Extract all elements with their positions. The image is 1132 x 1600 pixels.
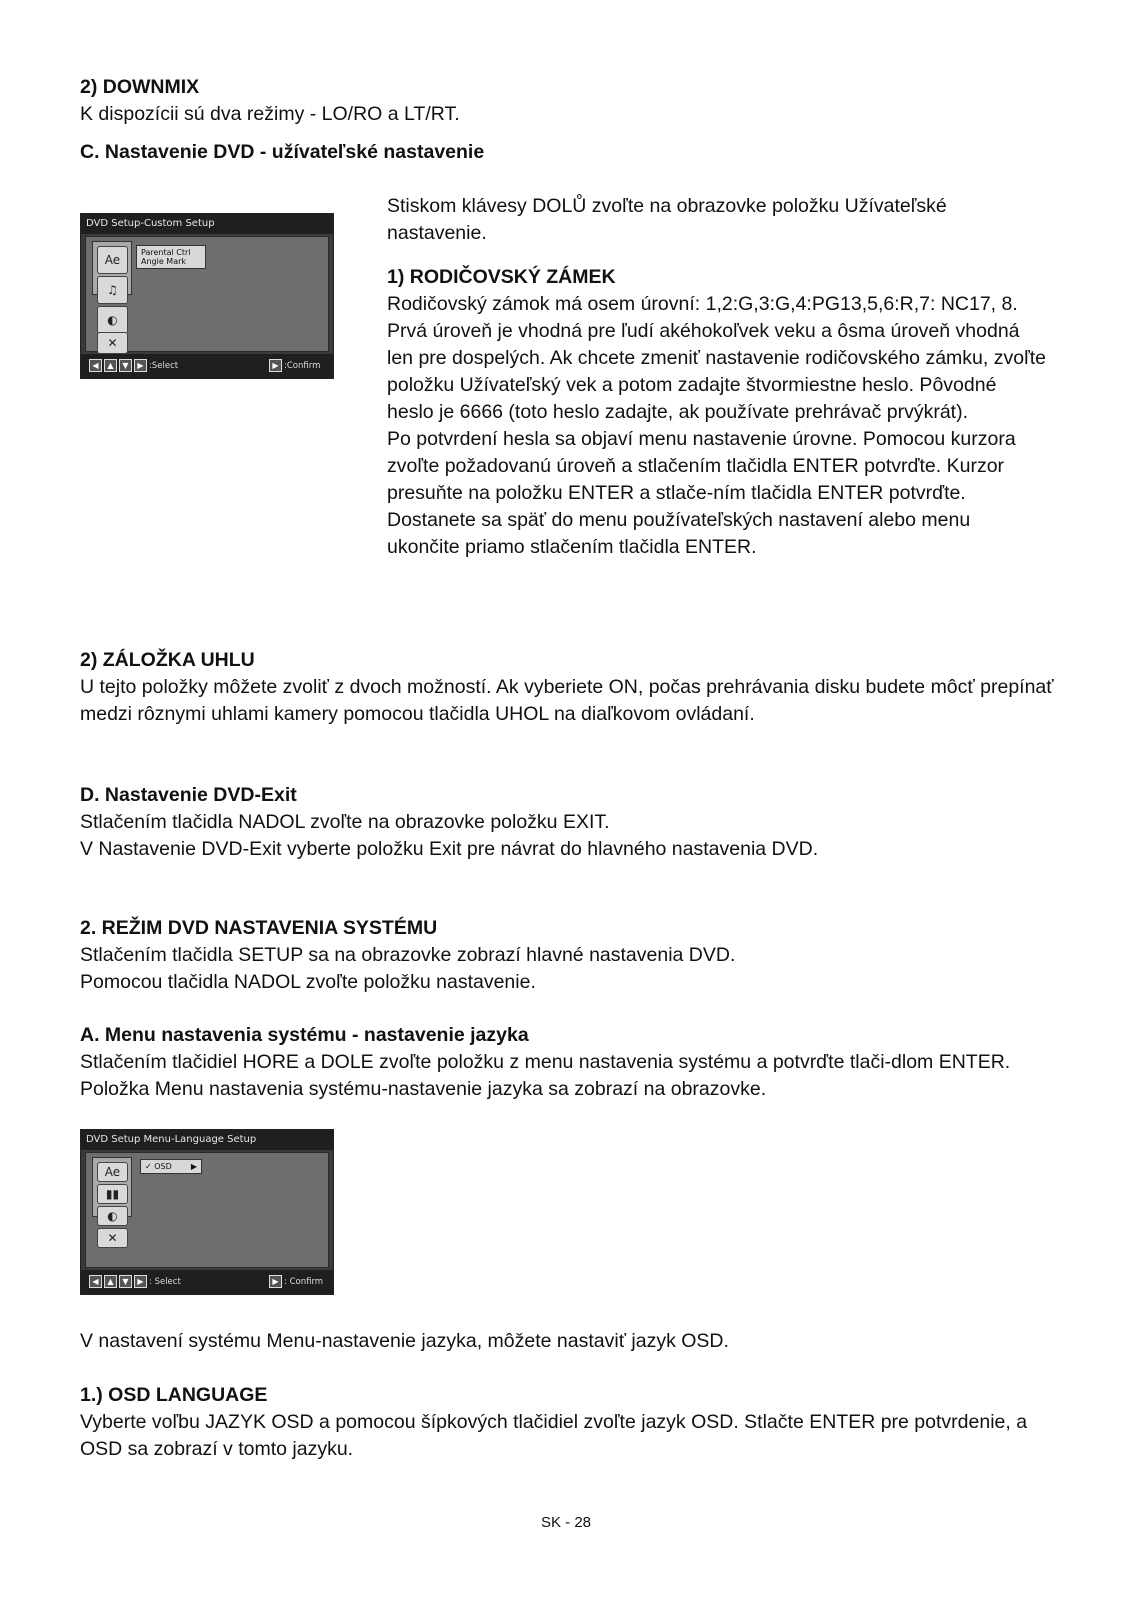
osd-sidebar xyxy=(92,241,132,350)
audio-icon: ♫ xyxy=(97,276,128,304)
osd-menu-item: Parental Ctrl xyxy=(141,248,191,257)
section-heading-a: A. Menu nastavenia systému - nastavenie jazyka xyxy=(80,1024,529,1046)
osd-body xyxy=(85,236,329,352)
sec2-line2: Pomocou tlačidla NADOL zvoľte položku nastavenie. xyxy=(80,971,536,993)
left-arrow-icon: ◀ xyxy=(89,1275,102,1288)
osd-menu xyxy=(136,245,206,269)
right-arrow-icon: ▶ xyxy=(134,1275,147,1288)
osd-menu xyxy=(140,1159,202,1174)
section-heading-2: 2. REŽIM DVD NASTAVENIA SYSTÉMU xyxy=(80,917,438,939)
video-icon: ▮▮ xyxy=(97,1184,128,1204)
osd-menu-item: Angle Mark xyxy=(141,257,187,266)
check-icon: ✓ xyxy=(145,1162,152,1171)
language-icon: Ae xyxy=(97,1162,128,1182)
language-icon: Ae xyxy=(97,246,128,274)
osd-title: DVD Setup Menu-Language Setup xyxy=(81,1130,333,1150)
up-arrow-icon: ▲ xyxy=(104,1275,117,1288)
right-column xyxy=(387,193,1047,561)
section-heading-d: D. Nastavenie DVD-Exit xyxy=(80,784,297,806)
d-line1: Stlačením tlačidla NADOL zvoľte na obrazovke položku EXIT. xyxy=(80,811,610,833)
osd-menu-item: OSD xyxy=(154,1162,172,1171)
chevron-right-icon: ▶ xyxy=(190,1162,197,1171)
sec2-line1: Stlačením tlačidla SETUP sa na obrazovke zobrazí hlavné nastavenia DVD. xyxy=(80,944,736,966)
osd-sidebar xyxy=(92,1157,132,1245)
down-arrow-icon: ▼ xyxy=(119,1275,132,1288)
osd-note: V nastavení systému Menu-nastavenie jazyka, môžete nastaviť jazyk OSD. xyxy=(80,1330,729,1352)
section-heading-osd-language: 1.) OSD LANGUAGE xyxy=(80,1384,268,1406)
rodicovsky-text-2: Po potvrdení hesla sa objaví menu nastavenie úrovne. Pomocou kurzora zvoľte požadovanú úroveň a stlačením tlačidla ENTER potvrďte. Kurzor presuňte na položku ENTER a stlače-ním tlačidla ENTER potvrďte. Dostanete sa späť do menu používateľských nastavení alebo menu ukončite priamo stlačením tlačidla ENTER. xyxy=(387,428,1016,558)
osd-footer xyxy=(81,1270,333,1294)
confirm-label: : Confirm xyxy=(284,1277,324,1287)
section-heading-zalozka: 2) ZÁLOŽKA UHLU xyxy=(80,649,255,671)
down-arrow-icon: ▼ xyxy=(119,359,132,372)
left-arrow-icon: ◀ xyxy=(89,359,102,372)
osd-screenshot-custom-setup xyxy=(80,213,334,379)
osd-screenshot-language-setup xyxy=(80,1129,334,1295)
osd-title: DVD Setup-Custom Setup xyxy=(81,214,333,234)
up-arrow-icon: ▲ xyxy=(104,359,117,372)
d-line2: V Nastavenie DVD-Exit vyberte položku Exit pre návrat do hlavného nastavenia DVD. xyxy=(80,838,819,860)
a-text: Stlačením tlačidiel HORE a DOLE zvoľte položku z menu nastavenia systému a potvrďte tlači-dlom ENTER. Položka Menu nastavenia systému-nastavenie jazyka sa zobrazí na obrazovke. xyxy=(80,1051,1011,1100)
audio-icon: ◐ xyxy=(97,1206,128,1226)
section-heading-downmix: 2) DOWNMIX xyxy=(80,76,200,98)
rodicovsky-text: Rodičovský zámok má osem úrovní: 1,2:G,3:G,4:PG13,5,6:R,7: NC17, 8. Prvá úroveň je vhodná pre ľudí akéhokoľvek veku a ôsma úroveň vhodná len pre dospelých. Ak chcete zmeniť nastavenie rodičovského zámku, zvoľte položku Užívateľský vek a potom zadajte štvormiestne heslo. Pôvodné heslo je 6666 (toto heslo zadajte, ak používate prehrávač prvýkrát). xyxy=(387,293,1047,423)
right-intro: Stiskom klávesy DOLŮ zvoľte na obrazovke položku Užívateľské nastavenie. xyxy=(387,195,947,244)
page-number: SK - 28 xyxy=(540,1514,592,1531)
enter-icon: ▶ xyxy=(269,1275,282,1288)
select-label: :Select xyxy=(149,361,179,371)
select-label: : Select xyxy=(149,1277,181,1287)
right-arrow-icon: ▶ xyxy=(134,359,147,372)
exit-icon: ✕ xyxy=(97,332,128,354)
osd-body xyxy=(85,1152,329,1268)
enter-icon: ▶ xyxy=(269,359,282,372)
section-heading-rodicovsky: 1) RODIČOVSKÝ ZÁMEK xyxy=(387,266,616,288)
zalozka-text: U tejto položky môžete zvoliť z dvoch možností. Ak vyberiete ON, počas prehrávania disku budete môcť prepínať medzi rôznymi uhlami kamery pomocou tlačidla UHOL na diaľkovom ovládaní. xyxy=(80,676,1054,725)
downmix-text: K dispozícii sú dva režimy - LO/RO a LT/RT. xyxy=(80,103,460,125)
confirm-label: :Confirm xyxy=(284,361,321,371)
osd-footer xyxy=(81,354,333,378)
osd-language-text: Vyberte voľbu JAZYK OSD a pomocou šípkových tlačidiel zvoľte jazyk OSD. Stlačte ENTER pre potvrdenie, a OSD sa zobrazí v tomto jazyku. xyxy=(80,1411,1028,1460)
video-icon: ◐ xyxy=(97,306,128,334)
section-heading-c: C. Nastavenie DVD - užívateľské nastavenie xyxy=(80,141,485,163)
exit-icon: ✕ xyxy=(97,1228,128,1248)
